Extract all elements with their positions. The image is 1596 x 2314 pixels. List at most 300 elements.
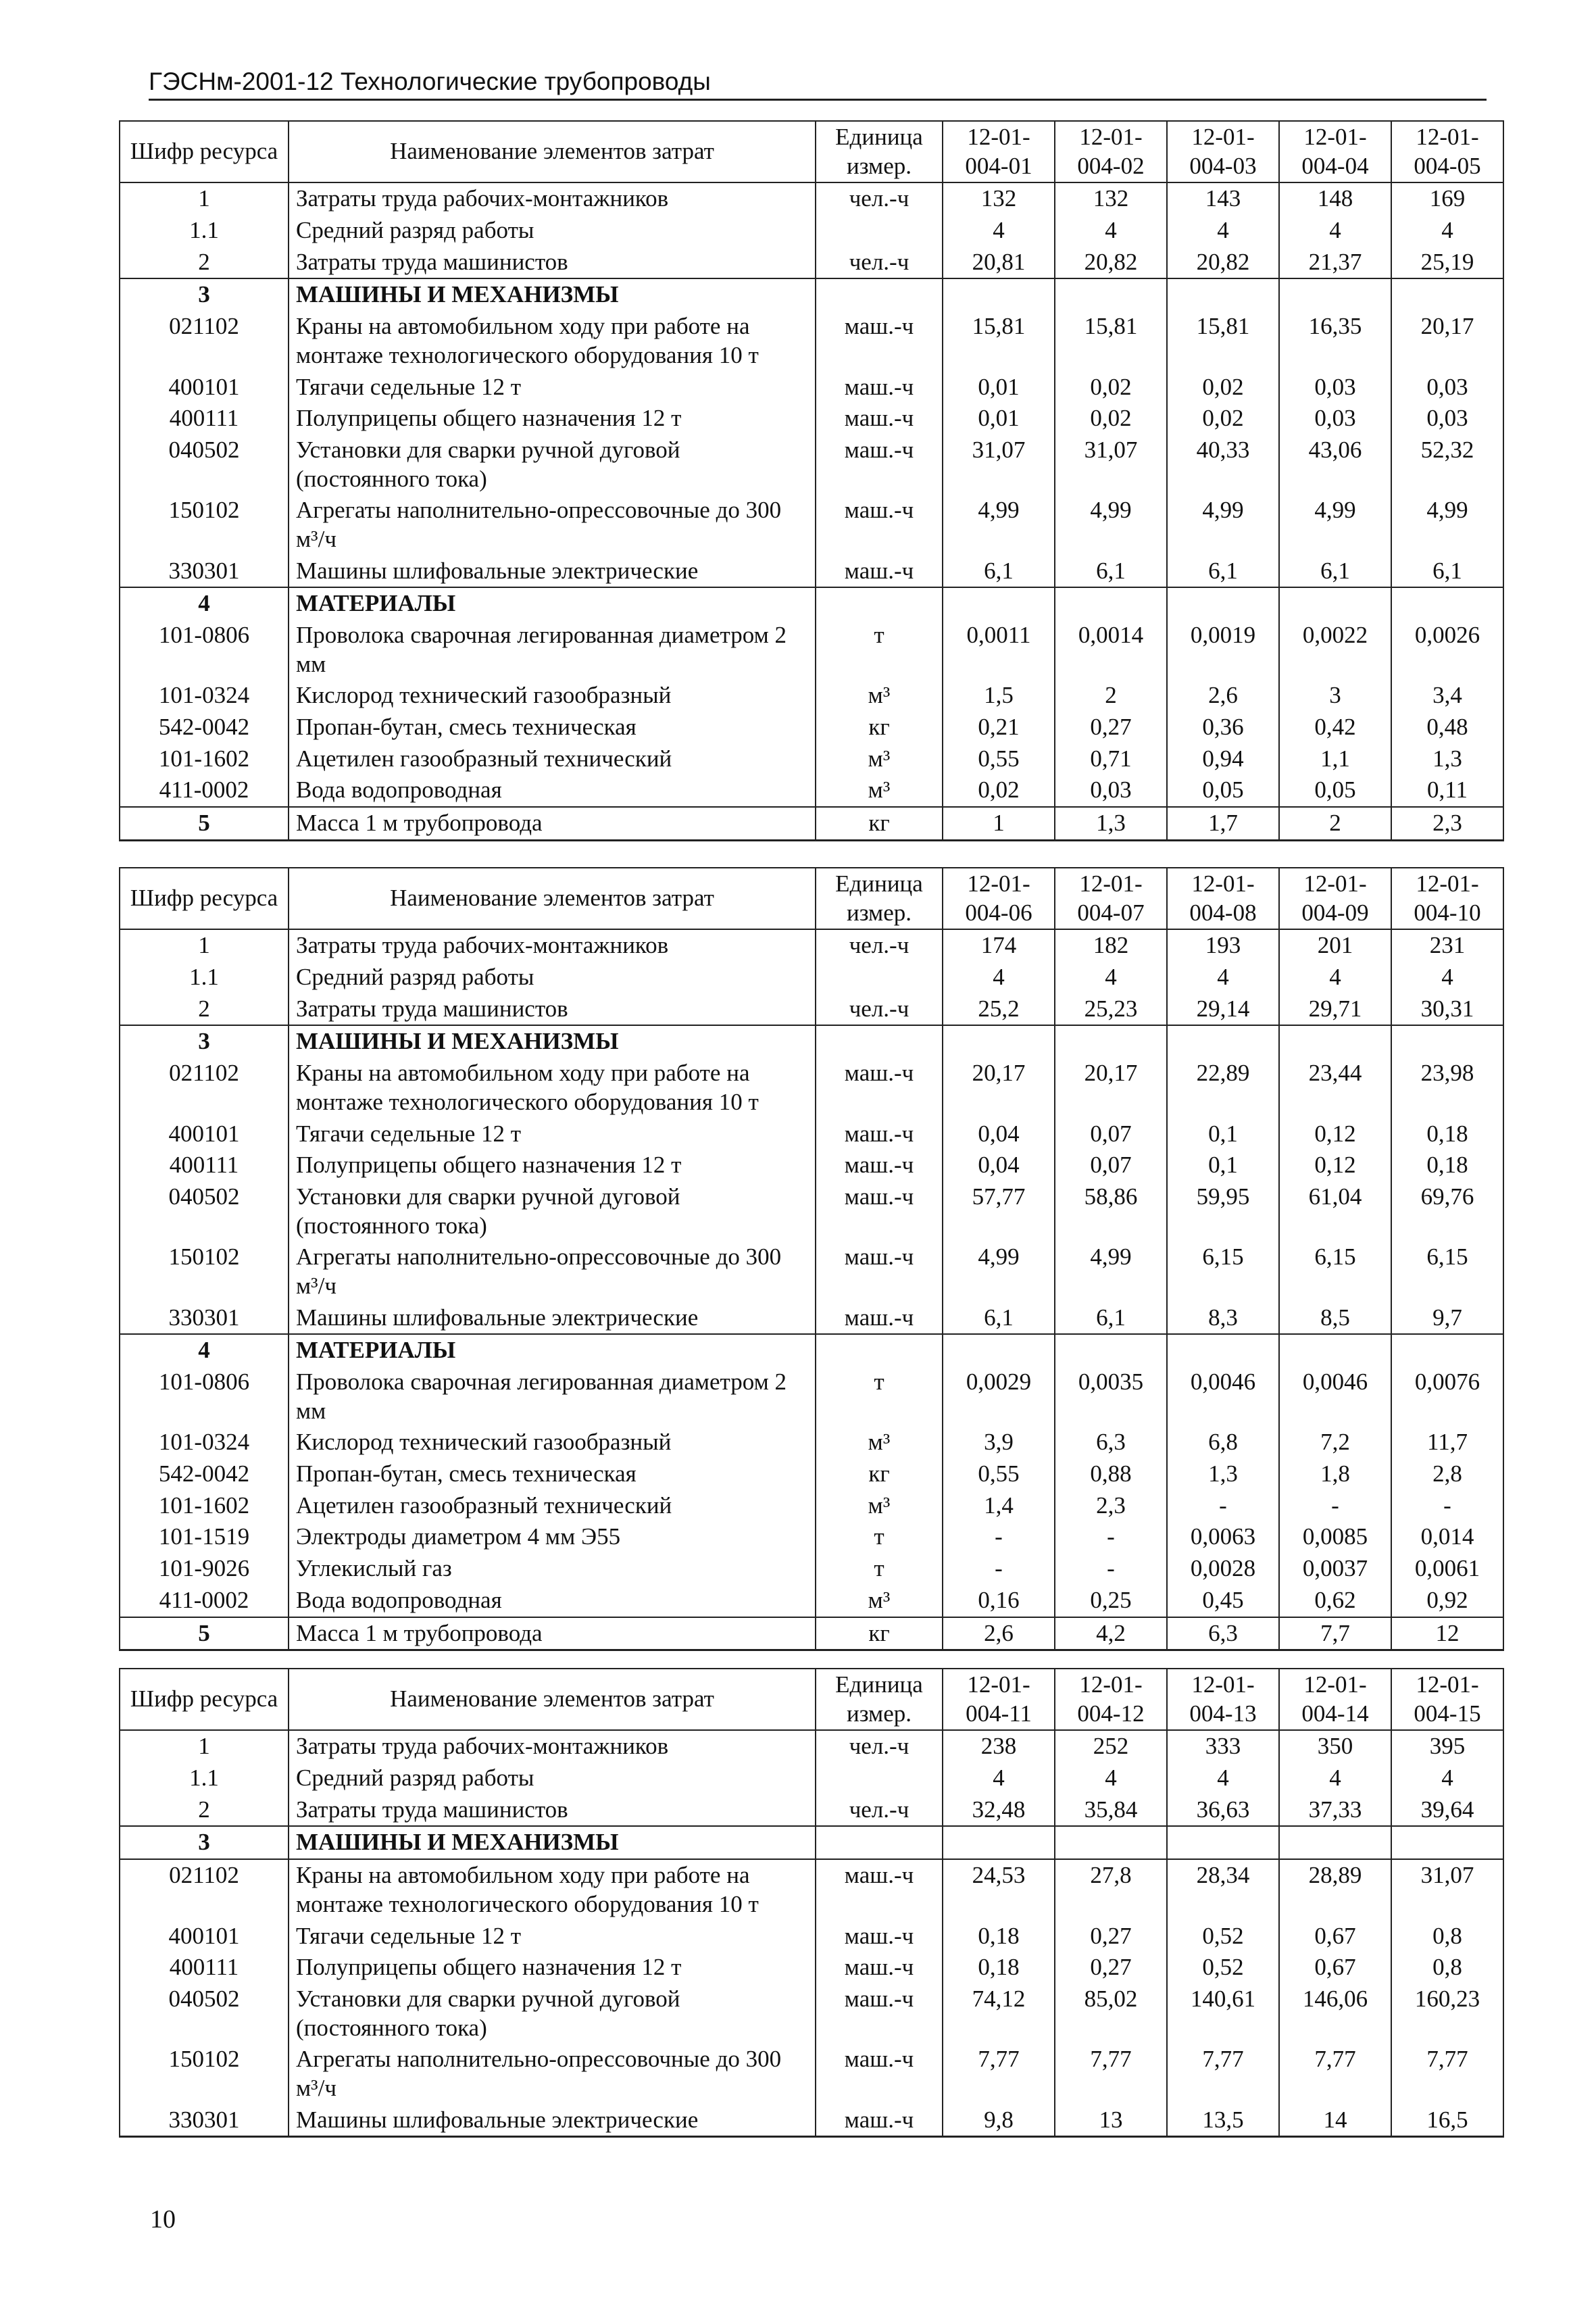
table-row — [120, 1521, 1503, 1553]
resource-name: Полуприцепы общего назначения 12 т — [289, 1952, 816, 1984]
resource-unit: м³ — [816, 774, 943, 807]
resource-code: 3 — [120, 1025, 289, 1058]
resource-unit: маш.-ч — [816, 2104, 943, 2137]
resource-name: Затраты труда рабочих-монтажников — [289, 182, 816, 215]
resource-code: 400111 — [120, 1150, 289, 1181]
norm-value: 0,27 — [1055, 712, 1167, 743]
table-row — [120, 1181, 1503, 1241]
resource-code: 1 — [120, 929, 289, 962]
norm-value: 0,16 — [943, 1585, 1055, 1617]
resource-code: 040502 — [120, 1181, 289, 1241]
norm-value: 0,88 — [1055, 1458, 1167, 1490]
resource-name: Пропан-бутан, смесь техническая — [289, 1458, 816, 1490]
norm-value: 0,18 — [1391, 1118, 1503, 1150]
norm-value: 1,7 — [1167, 807, 1279, 840]
resource-name: Кислород технический газообразный — [289, 680, 816, 712]
table-row — [120, 278, 1503, 311]
resource-name: Агрегаты наполнительно-опрессовочные до 300 м³/ч — [289, 2044, 816, 2104]
col-header-unit: Единица измер. — [816, 1669, 943, 1730]
resource-code: 1 — [120, 182, 289, 215]
norm-value: 52,32 — [1391, 435, 1503, 495]
resource-code: 2 — [120, 1794, 289, 1827]
norm-value — [1167, 1334, 1279, 1367]
resource-code: 330301 — [120, 2104, 289, 2137]
norm-value: - — [1279, 1490, 1391, 1522]
norm-value: 174 — [943, 929, 1055, 962]
norm-value: 0,52 — [1167, 1921, 1279, 1952]
norm-value: 0,05 — [1167, 774, 1279, 807]
col-header-norm: 12-01-004-09 — [1279, 868, 1391, 929]
norm-value: 0,21 — [943, 712, 1055, 743]
norm-value — [1391, 1826, 1503, 1859]
resource-code: 101-0806 — [120, 1367, 289, 1427]
resource-unit — [816, 278, 943, 311]
resource-unit — [816, 1334, 943, 1367]
norm-value: 20,82 — [1167, 247, 1279, 279]
resource-code: 2 — [120, 993, 289, 1026]
norm-value: 0,0011 — [943, 620, 1055, 680]
norms-table-3 — [119, 1668, 1504, 2138]
norm-value: 3,4 — [1391, 680, 1503, 712]
col-header-name: Наименование элементов затрат — [289, 121, 816, 182]
norm-value: - — [1167, 1490, 1279, 1522]
resource-unit: маш.-ч — [816, 2044, 943, 2104]
resource-code: 150102 — [120, 1241, 289, 1302]
resource-code: 150102 — [120, 2044, 289, 2104]
resource-code: 4 — [120, 1334, 289, 1367]
norm-value: 7,77 — [1279, 2044, 1391, 2104]
norm-value: 0,52 — [1167, 1952, 1279, 1984]
page-number: 10 — [150, 2205, 176, 2234]
norm-value: 32,48 — [943, 1794, 1055, 1827]
norm-value — [943, 1334, 1055, 1367]
resource-unit: маш.-ч — [816, 403, 943, 435]
resource-code: 1.1 — [120, 962, 289, 993]
norm-value: 4 — [1391, 962, 1503, 993]
resource-code: 330301 — [120, 1302, 289, 1335]
norm-value: 25,19 — [1391, 247, 1503, 279]
resource-name: МАШИНЫ И МЕХАНИЗМЫ — [289, 1826, 816, 1859]
norm-value: 0,92 — [1391, 1585, 1503, 1617]
resource-code: 3 — [120, 278, 289, 311]
norm-value: 0,62 — [1279, 1585, 1391, 1617]
norm-value — [1391, 278, 1503, 311]
norm-value: 29,14 — [1167, 993, 1279, 1026]
norm-value: 4 — [1055, 215, 1167, 247]
norm-value: 2,3 — [1391, 807, 1503, 840]
norm-value: 14 — [1279, 2104, 1391, 2137]
norm-value: 0,02 — [943, 774, 1055, 807]
table-row — [120, 1553, 1503, 1585]
norm-value: 4,99 — [1167, 495, 1279, 555]
norm-value: 333 — [1167, 1730, 1279, 1763]
norm-value — [943, 587, 1055, 620]
norm-value: 4 — [1391, 215, 1503, 247]
norm-value: 4 — [1279, 215, 1391, 247]
resource-name: Полуприцепы общего назначения 12 т — [289, 403, 816, 435]
norm-value: 40,33 — [1167, 435, 1279, 495]
col-header-norm: 12-01-004-14 — [1279, 1669, 1391, 1730]
norm-value: 36,63 — [1167, 1794, 1279, 1827]
norm-value — [1391, 1025, 1503, 1058]
table-row — [120, 1025, 1503, 1058]
resource-unit: маш.-ч — [816, 372, 943, 403]
resource-code: 4 — [120, 587, 289, 620]
resource-name: Средний разряд работы — [289, 962, 816, 993]
col-header-norm: 12-01-004-01 — [943, 121, 1055, 182]
resource-name: Проволока сварочная легированная диаметром 2 мм — [289, 1367, 816, 1427]
resource-name: Тягачи седельные 12 т — [289, 1118, 816, 1150]
resource-name: МАТЕРИАЛЫ — [289, 1334, 816, 1367]
resource-unit: кг — [816, 1458, 943, 1490]
norm-value: 25,2 — [943, 993, 1055, 1026]
norm-value: 0,0037 — [1279, 1553, 1391, 1585]
resource-name: Средний разряд работы — [289, 215, 816, 247]
resource-name: Агрегаты наполнительно-опрессовочные до 300 м³/ч — [289, 1241, 816, 1302]
resource-code: 101-0806 — [120, 620, 289, 680]
table-row — [120, 774, 1503, 807]
resource-unit: т — [816, 1521, 943, 1553]
norm-value: 15,81 — [1055, 311, 1167, 371]
col-header-code: Шифр ресурса — [120, 868, 289, 929]
col-header-norm: 12-01-004-02 — [1055, 121, 1167, 182]
col-header-code: Шифр ресурса — [120, 121, 289, 182]
norm-value: 9,7 — [1391, 1302, 1503, 1335]
table-row — [120, 743, 1503, 775]
norm-value: 25,23 — [1055, 993, 1167, 1026]
norm-value — [1279, 1334, 1391, 1367]
norm-value: 0,1 — [1167, 1150, 1279, 1181]
resource-code: 400111 — [120, 403, 289, 435]
table-row — [120, 620, 1503, 680]
norm-value — [943, 1826, 1055, 1859]
norm-value — [943, 278, 1055, 311]
resource-name: Установки для сварки ручной дуговой (постоянного тока) — [289, 435, 816, 495]
norm-value: 4 — [1391, 1763, 1503, 1794]
table-row — [120, 1617, 1503, 1650]
norm-value: 13 — [1055, 2104, 1167, 2137]
norm-value: 4,99 — [1055, 495, 1167, 555]
norm-value: 85,02 — [1055, 1984, 1167, 2044]
resource-name: Проволока сварочная легированная диаметром 2 мм — [289, 620, 816, 680]
norm-value — [1391, 587, 1503, 620]
col-header-norm: 12-01-004-15 — [1391, 1669, 1503, 1730]
resource-name: Масса 1 м трубопровода — [289, 807, 816, 840]
norm-value: 2,8 — [1391, 1458, 1503, 1490]
norm-value: 4 — [1279, 1763, 1391, 1794]
table-row — [120, 1952, 1503, 1984]
norm-value: 37,33 — [1279, 1794, 1391, 1827]
resource-unit: т — [816, 1553, 943, 1585]
resource-name: МАШИНЫ И МЕХАНИЗМЫ — [289, 278, 816, 311]
resource-unit — [816, 962, 943, 993]
norm-value: 6,1 — [943, 1302, 1055, 1335]
norm-value: 39,64 — [1391, 1794, 1503, 1827]
norm-value: 1,5 — [943, 680, 1055, 712]
col-header-unit: Единица измер. — [816, 868, 943, 929]
norm-value: 0,0076 — [1391, 1367, 1503, 1427]
norm-value: 0,0022 — [1279, 620, 1391, 680]
resource-name: Краны на автомобильном ходу при работе на монтаже технологического оборудования 10 т — [289, 1859, 816, 1920]
resource-name: Машины шлифовальные электрические — [289, 556, 816, 588]
norm-value: 59,95 — [1167, 1181, 1279, 1241]
norm-value: 15,81 — [943, 311, 1055, 371]
table-row — [120, 993, 1503, 1026]
resource-code: 021102 — [120, 1058, 289, 1118]
norm-value: 0,03 — [1391, 372, 1503, 403]
resource-name: Агрегаты наполнительно-опрессовочные до 300 м³/ч — [289, 495, 816, 555]
norm-value: 395 — [1391, 1730, 1503, 1763]
resource-unit: маш.-ч — [816, 1150, 943, 1181]
norm-value: 0,03 — [1279, 403, 1391, 435]
resource-code: 542-0042 — [120, 1458, 289, 1490]
resource-name: Машины шлифовальные электрические — [289, 1302, 816, 1335]
col-header-code: Шифр ресурса — [120, 1669, 289, 1730]
norm-value: 4 — [943, 215, 1055, 247]
resource-code: 101-0324 — [120, 680, 289, 712]
norm-value: 0,94 — [1167, 743, 1279, 775]
norm-value: 132 — [943, 182, 1055, 215]
norm-value: 0,03 — [1391, 403, 1503, 435]
resource-unit: чел.-ч — [816, 182, 943, 215]
norm-value: 201 — [1279, 929, 1391, 962]
norm-value: 182 — [1055, 929, 1167, 962]
resource-name: МАШИНЫ И МЕХАНИЗМЫ — [289, 1025, 816, 1058]
page-header: ГЭСНм-2001-12 Технологические трубопроводы — [149, 68, 1487, 101]
resource-unit — [816, 587, 943, 620]
resource-code: 101-1519 — [120, 1521, 289, 1553]
resource-name: Краны на автомобильном ходу при работе на монтаже технологического оборудования 10 т — [289, 1058, 816, 1118]
norm-value: 193 — [1167, 929, 1279, 962]
norm-value: 0,27 — [1055, 1952, 1167, 1984]
norm-value — [1167, 1826, 1279, 1859]
norm-value: 1 — [943, 807, 1055, 840]
norm-value — [1055, 1025, 1167, 1058]
norm-value: 0,1 — [1167, 1118, 1279, 1150]
norm-value: - — [943, 1553, 1055, 1585]
norm-value: 6,15 — [1391, 1241, 1503, 1302]
norm-value: 0,0046 — [1279, 1367, 1391, 1427]
norm-value: 0,71 — [1055, 743, 1167, 775]
table-row — [120, 1794, 1503, 1827]
resource-code: 411-0002 — [120, 1585, 289, 1617]
table-row — [120, 403, 1503, 435]
col-header-norm: 12-01-004-08 — [1167, 868, 1279, 929]
table-row — [120, 2044, 1503, 2104]
norm-value: 1,4 — [943, 1490, 1055, 1522]
norm-value: 16,35 — [1279, 311, 1391, 371]
table-row — [120, 311, 1503, 371]
norm-value: 1,1 — [1279, 743, 1391, 775]
norm-value: 0,02 — [1167, 403, 1279, 435]
resource-unit: маш.-ч — [816, 495, 943, 555]
header-row — [120, 868, 1503, 929]
norm-value: 20,17 — [1055, 1058, 1167, 1118]
norm-value — [1055, 1334, 1167, 1367]
norm-value: 2,6 — [1167, 680, 1279, 712]
resource-name: Электроды диаметром 4 мм Э55 — [289, 1521, 816, 1553]
table-row — [120, 712, 1503, 743]
norm-value: 3,9 — [943, 1427, 1055, 1458]
resource-code: 1.1 — [120, 215, 289, 247]
table-row — [120, 1118, 1503, 1150]
norm-value: 0,8 — [1391, 1921, 1503, 1952]
resource-name: Ацетилен газообразный технический — [289, 1490, 816, 1522]
resource-name: Машины шлифовальные электрические — [289, 2104, 816, 2137]
norm-value: - — [943, 1521, 1055, 1553]
norm-value: 238 — [943, 1730, 1055, 1763]
norm-value: 30,31 — [1391, 993, 1503, 1026]
col-header-norm: 12-01-004-03 — [1167, 121, 1279, 182]
norm-value: 4 — [1167, 1763, 1279, 1794]
norm-value: 140,61 — [1167, 1984, 1279, 2044]
norm-value: 350 — [1279, 1730, 1391, 1763]
norm-value: 0,02 — [1055, 372, 1167, 403]
norm-value: 148 — [1279, 182, 1391, 215]
norm-value: 0,07 — [1055, 1150, 1167, 1181]
resource-unit: кг — [816, 712, 943, 743]
resource-unit: т — [816, 620, 943, 680]
norm-value: 4,99 — [1279, 495, 1391, 555]
resource-unit: маш.-ч — [816, 435, 943, 495]
norm-value: 0,0085 — [1279, 1521, 1391, 1553]
table-row — [120, 1859, 1503, 1920]
resource-unit: маш.-ч — [816, 1241, 943, 1302]
norm-value: 6,1 — [1055, 556, 1167, 588]
norm-value: 4 — [1167, 962, 1279, 993]
col-header-norm: 12-01-004-04 — [1279, 121, 1391, 182]
norm-value: 1,3 — [1167, 1458, 1279, 1490]
resource-unit: маш.-ч — [816, 1921, 943, 1952]
norm-value: 61,04 — [1279, 1181, 1391, 1241]
norm-value: 23,98 — [1391, 1058, 1503, 1118]
resource-name: Вода водопроводная — [289, 774, 816, 807]
norm-value: 6,15 — [1279, 1241, 1391, 1302]
norm-value: 0,07 — [1055, 1118, 1167, 1150]
norm-value: 0,0035 — [1055, 1367, 1167, 1427]
norm-value: 0,67 — [1279, 1921, 1391, 1952]
norm-value: 6,3 — [1055, 1427, 1167, 1458]
table-row — [120, 247, 1503, 279]
norm-value — [1279, 1025, 1391, 1058]
col-header-norm: 12-01-004-13 — [1167, 1669, 1279, 1730]
norm-value: 7,77 — [1055, 2044, 1167, 2104]
norm-value: 0,0026 — [1391, 620, 1503, 680]
col-header-norm: 12-01-004-10 — [1391, 868, 1503, 929]
norm-value: 58,86 — [1055, 1181, 1167, 1241]
norm-value: 24,53 — [943, 1859, 1055, 1920]
norm-value: 4,99 — [943, 495, 1055, 555]
norm-value: 31,07 — [1055, 435, 1167, 495]
norm-value: 9,8 — [943, 2104, 1055, 2137]
norm-value: 7,2 — [1279, 1427, 1391, 1458]
norm-value: 6,1 — [1279, 556, 1391, 588]
resource-unit: чел.-ч — [816, 1730, 943, 1763]
norm-value — [1391, 1334, 1503, 1367]
norm-value: 6,1 — [1391, 556, 1503, 588]
norm-value: 2 — [1279, 807, 1391, 840]
norm-value: 2,3 — [1055, 1490, 1167, 1522]
resource-name: Тягачи седельные 12 т — [289, 372, 816, 403]
resource-unit: м³ — [816, 680, 943, 712]
norm-value: 7,7 — [1279, 1617, 1391, 1650]
norm-value: 4 — [1055, 962, 1167, 993]
norm-value: 0,04 — [943, 1118, 1055, 1150]
resource-unit: м³ — [816, 743, 943, 775]
norm-value: 57,77 — [943, 1181, 1055, 1241]
norm-value: 0,36 — [1167, 712, 1279, 743]
norm-value: 0,05 — [1279, 774, 1391, 807]
norm-value — [1055, 278, 1167, 311]
resource-code: 411-0002 — [120, 774, 289, 807]
resource-code: 5 — [120, 807, 289, 840]
table-row — [120, 1150, 1503, 1181]
norm-value: 31,07 — [1391, 1859, 1503, 1920]
resource-unit: чел.-ч — [816, 929, 943, 962]
norms-table-2 — [119, 867, 1504, 1651]
table-row — [120, 929, 1503, 962]
norm-value: 28,34 — [1167, 1859, 1279, 1920]
resource-name: Вода водопроводная — [289, 1585, 816, 1617]
norm-value: 6,1 — [1167, 556, 1279, 588]
resource-unit: маш.-ч — [816, 1181, 943, 1241]
norm-value: 11,7 — [1391, 1427, 1503, 1458]
norm-value: 6,1 — [943, 556, 1055, 588]
resource-code: 2 — [120, 247, 289, 279]
norm-value — [1279, 1826, 1391, 1859]
norm-value: 146,06 — [1279, 1984, 1391, 2044]
table-row — [120, 1984, 1503, 2044]
norm-value: 0,8 — [1391, 1952, 1503, 1984]
resource-code: 021102 — [120, 1859, 289, 1920]
norm-value: 0,0046 — [1167, 1367, 1279, 1427]
resource-code: 542-0042 — [120, 712, 289, 743]
norm-value: 0,42 — [1279, 712, 1391, 743]
resource-name: Средний разряд работы — [289, 1763, 816, 1794]
resource-unit: маш.-ч — [816, 311, 943, 371]
resource-unit: кг — [816, 1617, 943, 1650]
norm-value: 4 — [943, 1763, 1055, 1794]
resource-unit: чел.-ч — [816, 993, 943, 1026]
table-row — [120, 495, 1503, 555]
norm-value — [1167, 278, 1279, 311]
norm-value: 0,0019 — [1167, 620, 1279, 680]
resource-name: Затраты труда рабочих-монтажников — [289, 929, 816, 962]
table-row — [120, 962, 1503, 993]
col-header-norm: 12-01-004-06 — [943, 868, 1055, 929]
norm-value: 74,12 — [943, 1984, 1055, 2044]
norm-value: 4,99 — [1055, 1241, 1167, 1302]
norm-value: 7,77 — [943, 2044, 1055, 2104]
table-row — [120, 372, 1503, 403]
table-row — [120, 1763, 1503, 1794]
table-row — [120, 587, 1503, 620]
norm-value: 69,76 — [1391, 1181, 1503, 1241]
table-row — [120, 1241, 1503, 1302]
norm-value: 0,55 — [943, 743, 1055, 775]
norm-value: 1,8 — [1279, 1458, 1391, 1490]
norm-value: 29,71 — [1279, 993, 1391, 1026]
norm-value: 28,89 — [1279, 1859, 1391, 1920]
norm-value: 0,67 — [1279, 1952, 1391, 1984]
resource-name: Затраты труда рабочих-монтажников — [289, 1730, 816, 1763]
resource-name: Тягачи седельные 12 т — [289, 1921, 816, 1952]
norm-value: 231 — [1391, 929, 1503, 962]
norm-value — [1279, 278, 1391, 311]
resource-code: 101-1602 — [120, 1490, 289, 1522]
norm-value: 0,0061 — [1391, 1553, 1503, 1585]
norm-value: 0,0014 — [1055, 620, 1167, 680]
